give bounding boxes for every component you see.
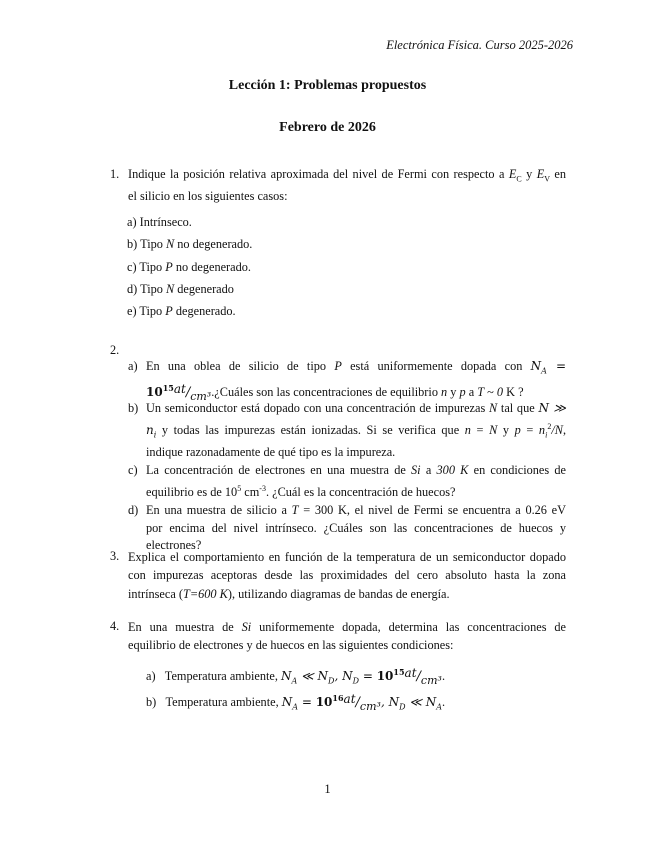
q1-item-a: a) Intrínseco. bbox=[127, 215, 192, 229]
q1-item-d: d) Tipo N degenerado bbox=[127, 282, 234, 296]
q1-item-e: e) Tipo P degenerado. bbox=[127, 304, 236, 318]
q2-items bbox=[128, 358, 566, 555]
question-number: 1. bbox=[110, 167, 120, 181]
question-text: Explica el comportamiento en función de la temperatura de un semiconductor dopado con impurezas aceptoras desde las proximidades del cero absoluto hasta la zona intrínseca (T=600 K), utilizando diagramas de bandas de energía. bbox=[128, 550, 566, 601]
question-1 bbox=[110, 166, 566, 206]
course-header: Electrónica Física. Curso 2025-2026 bbox=[386, 38, 573, 52]
question-number: 4. bbox=[110, 619, 120, 633]
lesson-title: Lección 1: Problemas propuestos bbox=[228, 78, 427, 93]
question-3 bbox=[110, 548, 566, 603]
question-number: 3. bbox=[110, 549, 120, 563]
q2-item-a: a) En una oblea de silicio de tipo P está uniformemente dopada con $N_A$ = $10^{15}at/cm^3.¿Cuáles$ son las concentraciones de equilibrio n y p a T ~ 0 K ? bbox=[128, 359, 567, 404]
lesson-date: Febrero de 2026 bbox=[279, 120, 376, 135]
q2-item-b: b) Un semiconductor está dopado con una concentración de impurezas N tal que N ≫ $n_i$ y todas las impurezas están ionizadas. Si se verifica que n = N y $p = n_i^2/N$, indique razonadamente de qué tipo es la impureza. bbox=[128, 401, 567, 460]
question-text: Indique la posición relativa aproximada del nivel de Fermi con respecto a $E_C$ y $E_V$ en el silicio en los siguientes casos: bbox=[128, 167, 567, 204]
question-text: En una muestra de Si uniformemente dopada, determina las concentraciones de equilibrio de electrones y de huecos en las siguientes condiciones: bbox=[128, 620, 566, 653]
q2-item-c: c) La concentración de electrones en una muestra de Si a 300 K en condiciones de equilibrio es de $10^5$ $cm^{-3}$. ¿Cuál es la concentración de huecos? bbox=[128, 463, 566, 500]
q1-item-c: c) Tipo P no degenerado. bbox=[127, 260, 251, 274]
question-number: 2. bbox=[110, 343, 120, 357]
q1-item-b: b) Tipo N no degenerado. bbox=[127, 237, 253, 251]
page-number: 1 bbox=[324, 782, 331, 796]
q4-item-b: b) Temperatura ambiente, $N_A = 10^{16}at/cm^3$, $N_D$ ≪ $N_A$. bbox=[146, 692, 446, 713]
question-4 bbox=[110, 618, 566, 655]
q2-item-d: d) En una muestra de silicio a T = 300 K, el nivel de Fermi se encuentra a 0.26 eV por encima del nivel intrínseco. ¿Cuáles son las concentraciones de huecos y electrones? bbox=[128, 502, 566, 553]
q4-item-a: a) Temperatura ambiente, $N_A$ ≪ $N_D$, $N_D = 10^{15}at/cm^3$. bbox=[146, 666, 446, 687]
